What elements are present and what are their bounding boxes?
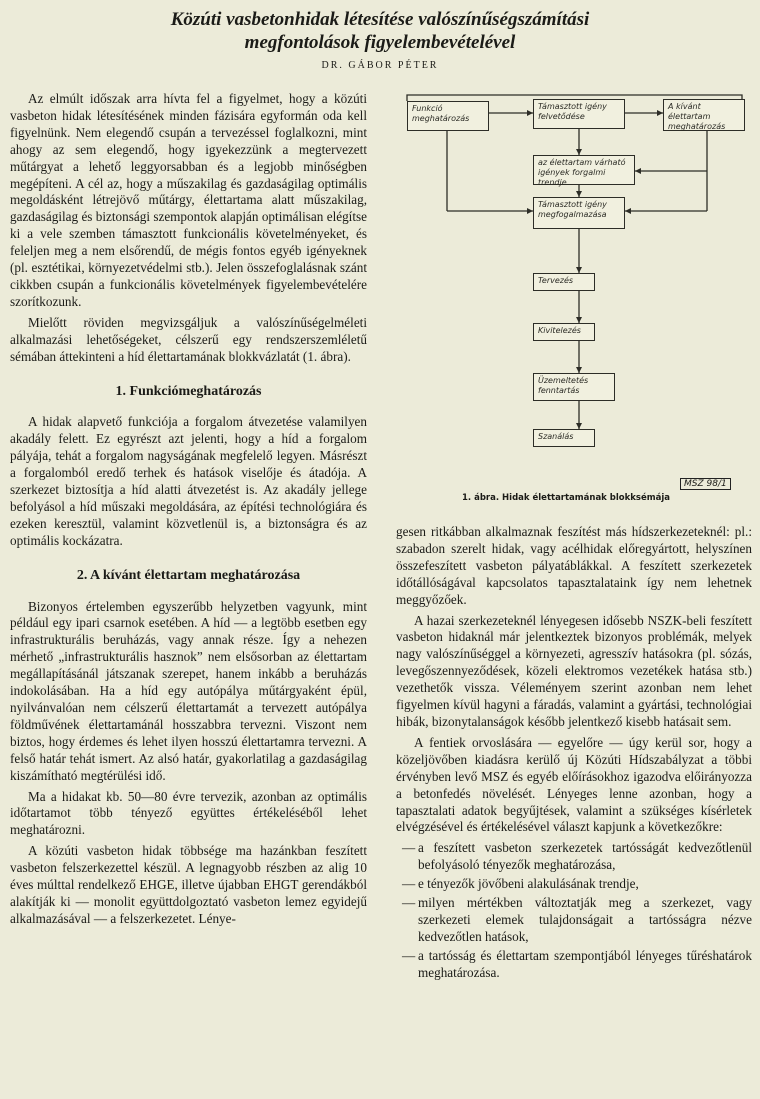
figure-caption: 1. ábra. Hidak élettartamának blokksémája: [462, 493, 670, 503]
dash-marker: —: [402, 895, 416, 911]
dash-marker: —: [402, 876, 416, 892]
right-column: [396, 524, 752, 984]
list-item: — e tényezők jövőbeni alakulásának trendje,: [402, 876, 639, 892]
section-heading: 2. A kívánt élettartam meghatározása: [76, 567, 301, 583]
paragraph: Mielőtt röviden megvizsgáljuk a valószínűségelméleti alkalmazási lehetőségeket, célszerű egy rendszerszemléletű sémában áttekinteni a híd élettartamának blokkvázlatát (1. ábra).: [10, 314, 367, 364]
box-tamasztott-igeny-2: Támasztott igény megfogalmazása: [533, 197, 625, 229]
paragraph: Ma a hidakat kb. 50—80 évre tervezik, azonban az optimális időtartamot több tényező együttes értékeléséből lehet meghatározni.: [10, 788, 367, 838]
box-kivant-elettartam: A kívánt élettartam meghatározás: [663, 99, 745, 131]
article-title: [0, 8, 760, 54]
standard-stamp: MSZ 98/1: [680, 478, 731, 490]
box-elettartam-trend: az élettartam várható igények forgalmi trendje: [533, 155, 635, 185]
box-tamasztott-igeny: Támasztott igény felvetődése: [533, 99, 625, 129]
list-item: — milyen mértékben változtatják meg a szerkezet, vagy szerkezeti elemek tulajdonságait a tartósságra nézve kedvezőtlen hatások,: [402, 895, 752, 944]
author: DR. GÁBOR PÉTER: [321, 60, 439, 71]
box-funkcio: Funkció meghatározás: [407, 101, 489, 131]
paragraph: Az elmúlt időszak arra hívta fel a figyelmet, hogy a közúti vasbeton hidak létesítésének minden fázisára egyformán oda kell figyelnünk. Nem elegendő csupán a tervezéssel foglalkozni, mint ahogy az sem elegendő, hogy igyekezzünk a megtervezett műtárgyat a lehető leggyorsabban és a legjobb minőségben megépíteni. A cél az, hogy a műszakilag és gazdaságilag optimális megoldásként létrejövő műtárgy, élettartama alatt műszakilag, gazdaságilag és biztonsági szempontok alapján optimálisan elégítse ki a vele szemben támasztott funkcionális követelményeket, és feleljen meg a nem elsőrendű, de mégis fontos egyéb igényeknek (pl. esztétikai, környezetvédelmi stb.). Jelen összefoglalásnak szánt cikkben csupán a funkcionális követelmények figyelembevételére szorítkozunk.: [10, 91, 367, 309]
list-item: — a feszített vasbeton szerkezetek tartósságát kedvezőtlenül befolyásoló tényezők meghatározása,: [402, 840, 752, 873]
left-column: [10, 91, 367, 932]
box-tervezes: Tervezés: [533, 273, 595, 291]
title-line-1: Közúti vasbetonhidak létesítése valószínűségszámítási: [170, 9, 590, 30]
paragraph: A hidak alapvető funkciója a forgalom átvezetése valamilyen akadály felett. Ez egyrészt azt jelenti, hogy a híd a forgalom pályája, tehát a forgalom nagyságának megfelelő legyen. Másrészt a forgalomból eredő terhek és hatások viselője és átadója. A szerkezet biztosítja a híd alatti átvezetést is. Az akadály jellege befolyásol a híd műszaki megoldására, az építési technológiára és ezeken keresztül, valamint közvetlenül is, a biztonságra és az optimális kockázatra.: [10, 414, 367, 548]
box-kivitelezes: Kivitelezés: [533, 323, 595, 341]
title-line-2: megfontolások figyelembevételével: [244, 32, 516, 53]
section-heading: 1. Funkciómeghatározás: [115, 383, 262, 399]
box-uzemeltetes: Üzemeltetés fenntartás: [533, 373, 615, 401]
dash-marker: —: [402, 947, 416, 963]
paragraph: A hazai szerkezeteknél lényegesen idősebb NSZK-beli feszített vasbeton hidaknál már jelentkeztek bizonyos problémák, melyek nagy valószínűséggel a környezeti, agresszív hatásokra (pl. sózás, levegőszennyeződések, közeli elektromos vezetékek hatása stb.) vezethetők vissza. Véleményem szerint azonban nem lehet figyelmen kívül hagyni a fáradás, valamint a gyártási, technológiai hibák, bizonytalanságok később jelentkező kisebb hatásait sem.: [396, 612, 752, 729]
dash-marker: —: [402, 840, 416, 856]
block-diagram: [397, 93, 752, 488]
paragraph: Bizonyos értelemben egyszerűbb helyzetben vagyunk, mint például egy ipari csarnok esetében. A híd — a legtöbb esetben egy infrastrukturális beruházás, vagy annak része. Így a nehezen mérhető „infrastrukturális hasznok” nem elsősorban az élettartam megállapításánál játszanak szerepet, hanem inkább a beruházás indokolásában. Ha a híd egy autópálya műtárgyaként épül, nyilvánvalóan nem célszerű élettartamát a tervezett autópálya földművének élettartamánál hosszabbra tervezni. Viszont nem biztos, hogy érdemes és lehet ilyen hosszú élettartamra tervezni. A felső határ tehát ismert. Az alsó határ, gyakorlatilag a gazdaságilag kiszámítható megtérülési idő.: [10, 598, 367, 783]
box-szanalas: Szanálás: [533, 429, 595, 447]
paragraph: gesen ritkábban alkalmaznak feszítést más hídszerkezeteknél: pl.: szabadon szerelt hidak, vagy acélhidak előregyártott, helyszínen összefeszített vasbeton pályatáblákkal. A feszített szerkezetek időtállóságával kapcsolatos tapasztalataink így nem lehetnek meggyőzőek.: [396, 524, 752, 607]
list-item: — a tartósság és élettartam szempontjából lényeges tűréshatárok meghatározása.: [402, 947, 752, 980]
paragraph: A fentiek orvoslására — egyelőre — úgy kerül sor, hogy a közeljövőben kiadásra kerülő új Közúti Hídszabályzat a többi érvényben levő MSZ és egyéb előírásokhoz igazodva előirányozza a betonfedés növelését. Lényeges lenne azonban, hogy a tapasztalati adatok begyűjtések, valamint a szükséges kísérletek elvégzésével és értékelésével választ kapjunk a következőkre:: [396, 734, 752, 835]
paragraph: A közúti vasbeton hidak többsége ma hazánkban feszített vasbeton felszerkezettel készül. A legnagyobb részben az alig 10 éves múlttal rendelkező EHGE, illetve újabban EHGT gerendákból alakítják ki — monolit együttdolgoztató vasbeton lemez egyidejű alkalmazásával — a felszerkezetet. Lénye-: [10, 843, 367, 926]
